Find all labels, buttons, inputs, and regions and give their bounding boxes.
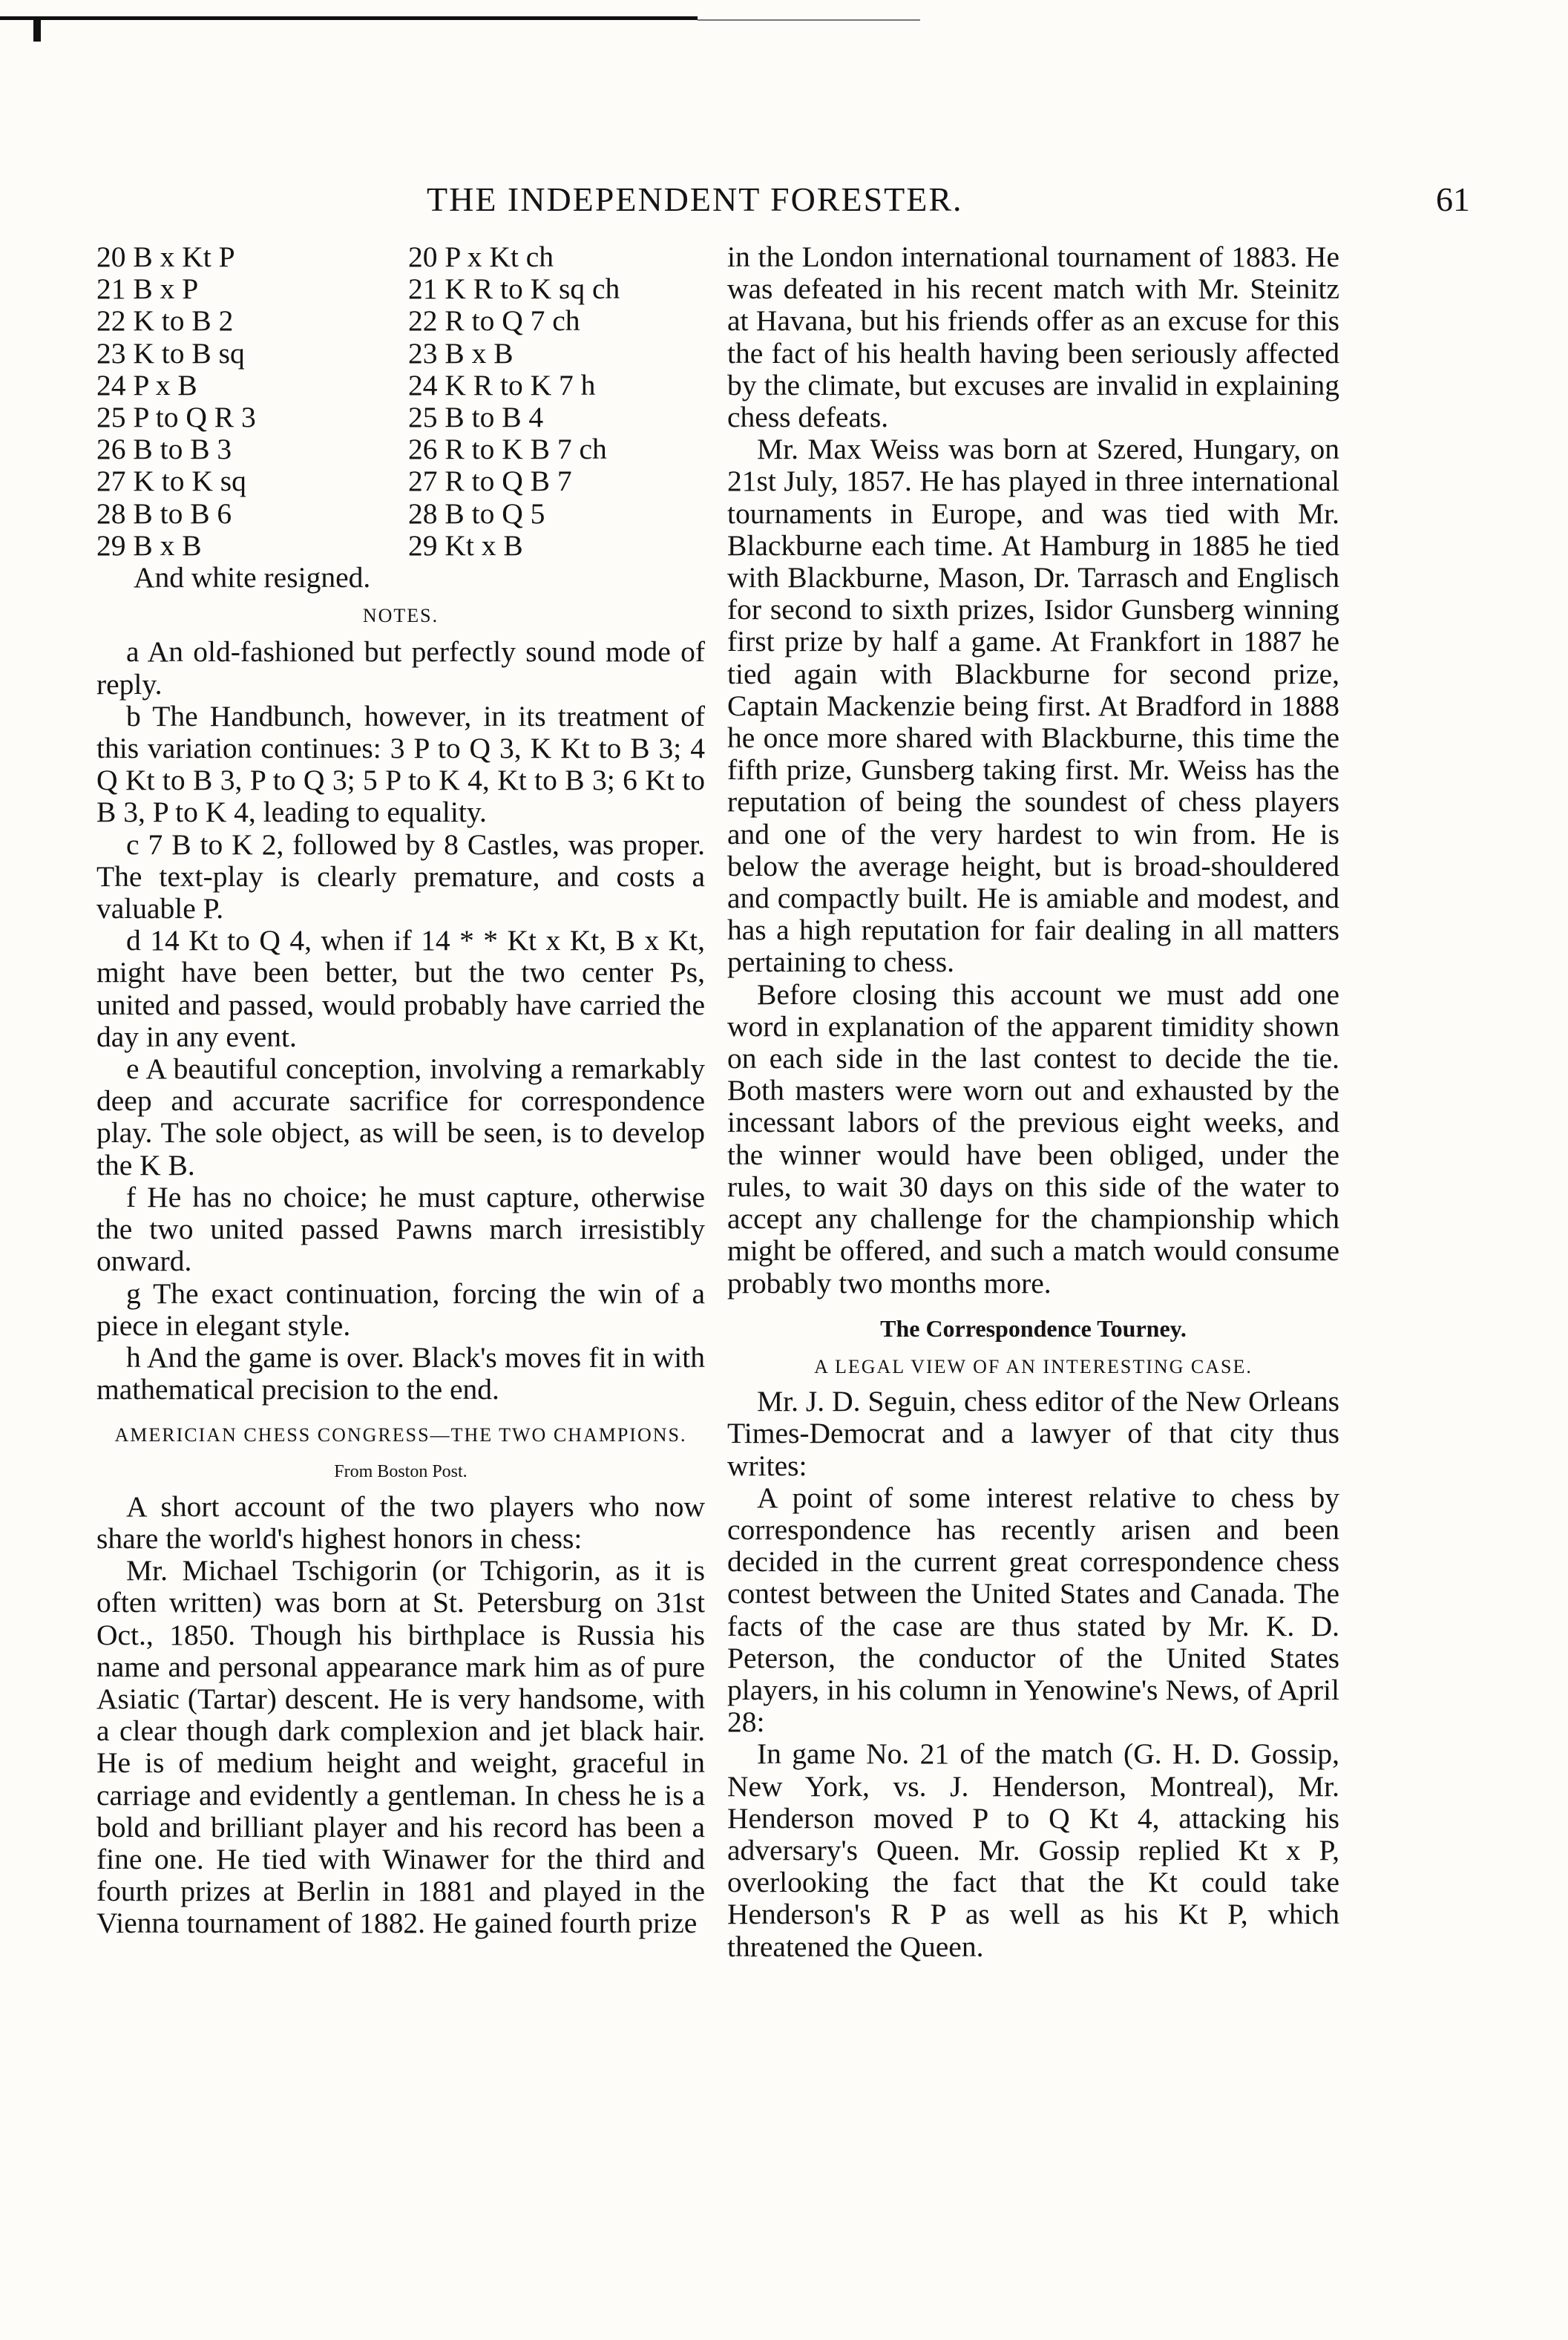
move-black: 29 Kt x B <box>408 528 523 562</box>
move-white: 20 B x Kt P <box>96 240 235 273</box>
top-rule <box>0 16 698 20</box>
right-paragraph: in the London international tournament of 1883. He was defeated in his recent match with Mr. Steinitz at Havana, but his friends offer as an excuse for this the fact of his health having been seriously affected by the climate, but excuses are invalid in explaining chess defeats. <box>727 240 1339 434</box>
move-black: 24 K R to K 7 h <box>408 368 596 402</box>
note: b The Handbunch, however, in its treatment of this variation continues: 3 P to Q 3, K Kt to B 3; 4 Q Kt to B 3, P to Q 3; 5 P to K 4, Kt to B 3; 6 Kt to B 3, P to K 4, leading to equality. <box>96 699 705 829</box>
note: a An old-fashioned but perfectly sound mode of reply. <box>96 635 705 701</box>
move-black: 21 K R to K sq ch <box>408 272 620 306</box>
note: h And the game is over. Black's moves fit in with mathematical precision to the end. <box>96 1340 705 1406</box>
tourney-heading: The Correspondence Tourney. <box>880 1314 1187 1342</box>
note: f He has no choice; he must capture, otherwise the two united passed Pawns march irresistibly onward. <box>96 1180 705 1278</box>
move-black: 28 B to Q 5 <box>408 496 545 530</box>
top-rule-faint <box>698 19 920 21</box>
move-black: 25 B to B 4 <box>408 401 544 434</box>
note: c 7 B to K 2, followed by 8 Castles, was proper. The text-play is clearly premature, and costs a valuable P. <box>96 827 705 925</box>
note: d 14 Kt to Q 4, when if 14 * * Kt x Kt, B x Kt, might have been better, but the two center Ps, united and passed, would probably have carried the day in any event. <box>96 924 705 1053</box>
move-white: 28 B to B 6 <box>96 496 232 530</box>
tourney-subheading: A LEGAL VIEW OF AN INTERESTING CASE. <box>814 1355 1253 1377</box>
tourney-paragraph: A point of some interest relative to chess by correspondence has recently arisen and been decided in the current great correspondence chess contest between the United States and Canada. The facts of the case are thus stated by Mr. K. D. Peterson, the conductor of the United States players, in his column in Yenowine's News, of April 28: <box>727 1481 1339 1739</box>
resigned-line: And white resigned. <box>134 561 371 594</box>
move-black: 26 R to K B 7 ch <box>408 433 607 466</box>
congress-heading: AMERICIAN CHESS CONGRESS—THE TWO CHAMPIONS. <box>114 1424 687 1446</box>
move-black: 23 B x B <box>408 336 514 370</box>
move-black: 20 P x Kt ch <box>408 240 554 273</box>
move-white: 27 K to K sq <box>96 465 246 498</box>
moves-table <box>96 241 705 562</box>
page-number: 61 <box>1436 180 1470 218</box>
move-white: 21 B x P <box>96 272 199 306</box>
congress-source: From Boston Post. <box>334 1461 468 1481</box>
page-title: THE INDEPENDENT FORESTER. <box>427 180 963 218</box>
tourney-paragraph: In game No. 21 of the match (G. H. D. Gossip, New York, vs. J. Henderson, Montreal), Mr. Henderson moved P to Q Kt 4, attacking his adversary's Queen. Mr. Gossip replied Kt x P, overlooking the fact that the Kt could take Henderson's R P as well as his Kt P, which threatened the Queen. <box>727 1737 1339 1963</box>
tourney-paragraph: Mr. J. D. Seguin, chess editor of the New Orleans Times-Democrat and a lawyer of that city thus writes: <box>727 1385 1339 1482</box>
note: g The exact continuation, forcing the win of a piece in elegant style. <box>96 1276 705 1342</box>
rule-tick <box>33 16 41 42</box>
congress-paragraph: A short account of the two players who now share the world's highest honors in chess: <box>96 1489 705 1555</box>
move-white: 23 K to B sq <box>96 336 245 370</box>
move-white: 29 B x B <box>96 528 202 562</box>
congress-paragraph: Mr. Michael Tschigorin (or Tchigorin, as it is often written) was born at St. Petersburg on 31st Oct., 1850. Though his birthplace is Russia his name and personal appearance mark him as of pure Asiatic (Tartar) descent. He is very handsome, with a clear though dark complexion and jet black hair. He is of medium height and weight, graceful in carriage and evidently a gentleman. In chess he is a bold and brilliant player and his record has been a fine one. He tied with Winawer for the third and fourth prizes at Berlin in 1881 and played in the Vienna tournament of 1882. He gained fourth prize <box>96 1554 705 1940</box>
move-white: 24 P x B <box>96 368 197 402</box>
move-white: 25 P to Q R 3 <box>96 401 256 434</box>
move-black: 27 R to Q B 7 <box>408 465 572 498</box>
right-paragraph: Mr. Max Weiss was born at Szered, Hungary, on 21st July, 1857. He has played in three international tournaments in Europe, and was tied with Mr. Blackburne each time. At Hamburg in 1885 he tied with Blackburne, Mason, Dr. Tarrasch and Englisch for second to sixth prizes, Isidor Gunsberg winning first prize by half a game. At Frankfort in 1887 he tied again with Blackburne for second prize, Captain Mackenzie being first. At Bradford in 1888 he once more shared with Blackburne, this time the fifth prize, Gunsberg taking first. Mr. Weiss has the reputation of being the soundest of chess players and one of the very hardest to win from. He is below the average height, but is broad-shouldered and compactly built. He is amiable and modest, and has a high reputation for fair dealing in all matters pertaining to chess. <box>727 433 1339 979</box>
notes-heading: NOTES. <box>362 605 439 627</box>
move-black: 22 R to Q 7 ch <box>408 304 580 338</box>
note: e A beautiful conception, involving a remarkably deep and accurate sacrifice for correspondence play. The sole object, as will be seen, is to develop the K B. <box>96 1052 705 1182</box>
right-column <box>727 241 1339 1963</box>
move-white: 22 K to B 2 <box>96 304 234 338</box>
right-paragraph: Before closing this account we must add one word in explanation of the apparent timidity shown on each side in the last contest to decide the tie. Both masters were worn out and exhausted by the incessant labors of the previous eight weeks, and the winner would have been obliged, under the rules, to wait 30 days on this side of the water to accept any challenge for the championship which might be offered, and such a match would consume probably two months more. <box>727 977 1339 1300</box>
move-white: 26 B to B 3 <box>96 433 232 466</box>
left-column <box>96 241 705 1940</box>
